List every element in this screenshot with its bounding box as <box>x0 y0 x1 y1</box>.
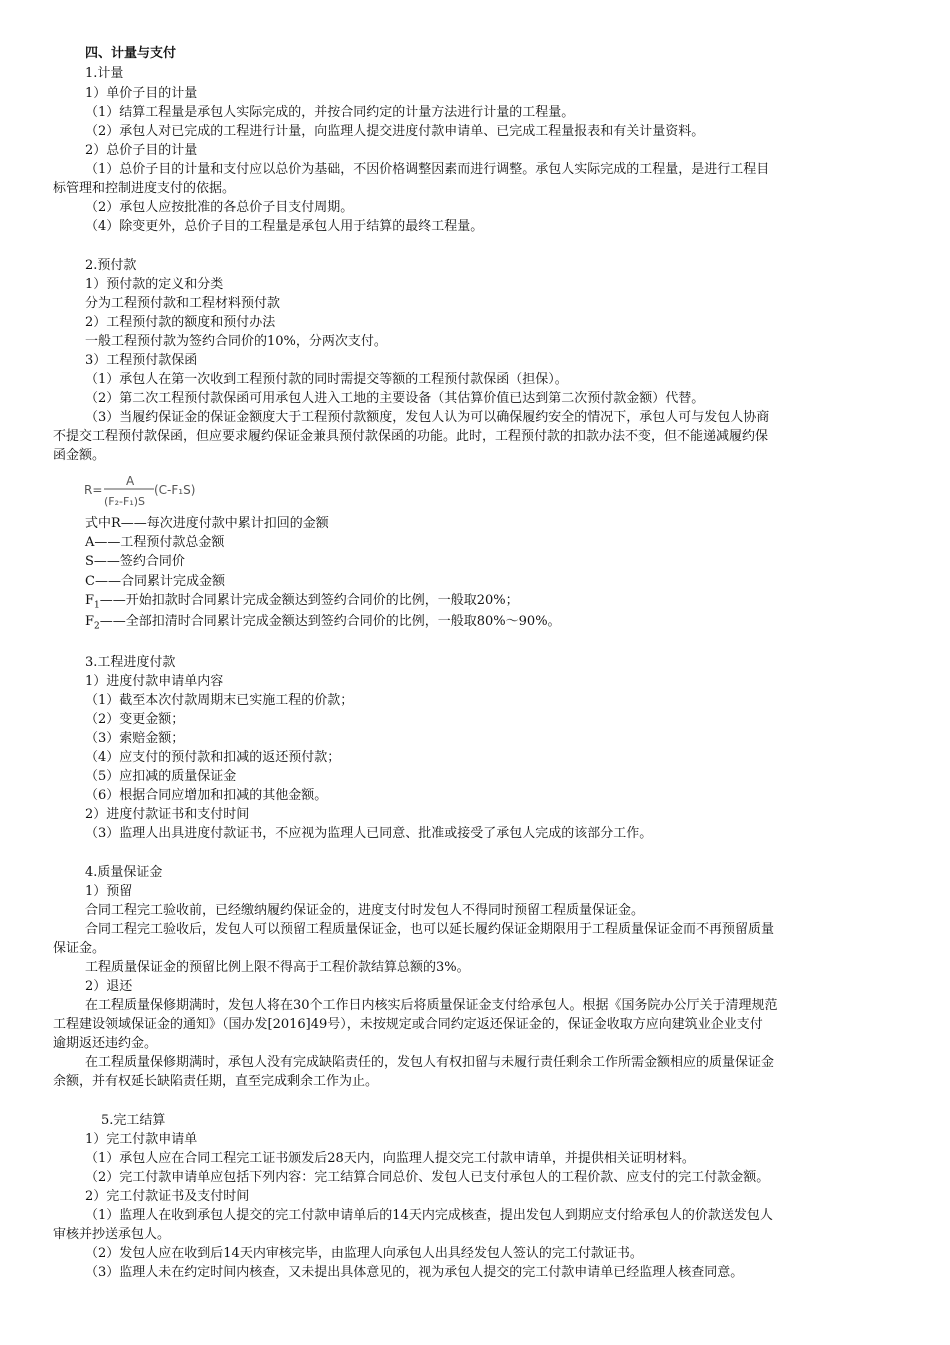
s1-sub1: 1）单价子目的计量 <box>85 86 198 101</box>
s4-p1: 合同工程完工验收前，已经缴纳履约保证金的，进度支付时发包人不得同时预留工程质量保证金。 <box>85 903 645 918</box>
s4-p2-line1: 合同工程完工验收后，发包人可以预留工程质量保证金，也可以延长履约保证金期限用于工程质量保证金而不再预留质量 <box>85 922 775 937</box>
s1-sub1-item: （2）承包人对已完成的工程进行计量，向监理人提交进度付款申请单、已完成工程量报表和有关计量资料。 <box>85 124 705 139</box>
def-r: 式中R——每次进度付款中累计扣回的金额 <box>85 516 329 531</box>
section-5-heading: 5.完工结算 <box>101 1113 166 1128</box>
s1-sub2-item2: （2）承包人应按批准的各总价子目支付周期。 <box>85 200 354 215</box>
def-a: A——工程预付款总金额 <box>85 535 225 550</box>
def-c: C——合同累计完成金额 <box>85 574 225 589</box>
s2-sub1: 1）预付款的定义和分类 <box>85 277 224 292</box>
s4-p5-line2: 余额，并有权延长缺陷责任期，直至完成剩余工作为止。 <box>53 1074 379 1089</box>
s4-sub2: 2）退还 <box>85 979 133 994</box>
s1-sub2-item1-line1: （1）总价子目的计量和支付应以总价为基础，不因价格调整因素而进行调整。承包人实际完成的工程量，是进行工程目 <box>85 162 770 177</box>
s4-p2-line2: 保证金。 <box>53 941 106 956</box>
s3-item: （6）根据合同应增加和扣减的其他金额。 <box>85 788 328 803</box>
s4-sub1: 1）预留 <box>85 884 133 899</box>
s5-sub1-item2: （2）完工付款申请单应包括下列内容：完工结算合同总价、发包人已支付承包人的工程价款、应支付的完工付款金额。 <box>85 1170 770 1185</box>
f1-text: ——开始扣款时合同累计完成金额达到签约合同价的比例，一般取20%； <box>99 593 519 608</box>
s4-p4-line3: 逾期返还违约金。 <box>53 1036 158 1051</box>
f2-subscript: 2 <box>94 621 100 632</box>
section-3-heading: 3.工程进度付款 <box>85 655 176 670</box>
section-1-heading: 1.计量 <box>85 66 124 81</box>
s1-sub1-item: （1）结算工程量是承包人实际完成的，并按合同约定的计量方法进行计量的工程量。 <box>85 105 575 120</box>
s2-sub3: 3）工程预付款保函 <box>85 353 198 368</box>
s5-sub2-item3: （3）监理人未在约定时间内核查，又未提出具体意见的，视为承包人提交的完工付款申请单已经监理人核查同意。 <box>85 1265 744 1280</box>
f1-subscript: 1 <box>94 600 100 611</box>
s2-sub3-item1: （1）承包人在第一次收到工程预付款的同时需提交等额的工程预付款保函（担保）。 <box>85 372 568 387</box>
s3-sub2: 2）进度付款证书和支付时间 <box>85 807 250 822</box>
s2-sub1-text: 分为工程预付款和工程材料预付款 <box>85 296 281 311</box>
formula-numerator: A <box>126 474 135 488</box>
formula-rhs: (C-F₁S) <box>154 483 196 497</box>
s3-sub1: 1）进度付款申请单内容 <box>85 674 224 689</box>
s2-sub3-item3-line3: 函金额。 <box>53 448 106 463</box>
s1-sub2-item4: （4）除变更外，总价子目的工程量是承包人用于结算的最终工程量。 <box>85 219 484 234</box>
f2-text: ——全部扣清时合同累计完成金额达到签约合同价的比例，一般取80%～90%。 <box>99 614 561 629</box>
section-2-heading: 2.预付款 <box>85 258 137 273</box>
s5-sub2: 2）完工付款证书及支付时间 <box>85 1189 250 1204</box>
s5-sub2-item1-line1: （1）监理人在收到承包人提交的完工付款申请单后的14天内完成核查，提出发包人到期应支付给承包人的价款送发包人 <box>85 1208 773 1223</box>
s5-sub2-item2: （2）发包人应在收到后14天内审核完毕，由监理人向承包人出具经发包人签认的完工付款证书。 <box>85 1246 643 1261</box>
s3-item: （3）索赔金额； <box>85 731 185 746</box>
s4-p3: 工程质量保证金的预留比例上限不得高于工程价款结算总额的3%。 <box>85 960 470 975</box>
s2-sub2: 2）工程预付款的额度和预付办法 <box>85 315 276 330</box>
s4-p5-line1: 在工程质量保修期满时，承包人没有完成缺陷责任的，发包人有权扣留与未履行责任剩余工作所需金额相应的质量保证金 <box>85 1055 775 1070</box>
s4-p4-line1: 在工程质量保修期满时，发包人将在30个工作日内核实后将质量保证金支付给承包人。根据《国务院办公厅关于清理规范 <box>85 998 778 1013</box>
formula-image <box>84 472 214 510</box>
s5-sub1: 1）完工付款申请单 <box>85 1132 198 1147</box>
formula-denominator: (F₂-F₁)S <box>104 495 146 508</box>
s3-item: （1）截至本次付款周期末已实施工程的价款； <box>85 693 354 708</box>
s1-sub2: 2）总价子目的计量 <box>85 143 198 158</box>
s2-sub3-item3-line1: （3）当履约保证金的保证金额度大于工程预付款额度，发包人认为可以确保履约安全的情况下，承包人可与发包人协商 <box>85 410 770 425</box>
page-title: 四、计量与支付 <box>85 46 177 61</box>
s3-sub2-item3: （3）监理人出具进度付款证书，不应视为监理人已同意、批准或接受了承包人完成的该部分工作。 <box>85 826 653 841</box>
s3-item: （2）变更金额； <box>85 712 185 727</box>
f1-symbol: F <box>85 593 95 608</box>
s3-item: （4）应支付的预付款和扣减的返还预付款； <box>85 750 341 765</box>
s2-sub3-item2: （2）第二次工程预付款保函可用承包人进入工地的主要设备（其估算价值已达到第二次预付款金额）代替。 <box>85 391 705 406</box>
s2-sub2-text: 一般工程预付款为签约合同价的10%，分两次支付。 <box>85 334 387 349</box>
s3-item: （5）应扣减的质量保证金 <box>85 769 237 784</box>
s4-p4-line2: 工程建设领域保证金的通知》（国办发[2016]49号），未按规定或合同约定返还保证金的，保证金收取方应向建筑业企业支付 <box>53 1017 763 1032</box>
s1-sub2-item1-line2: 标管理和控制进度支付的依据。 <box>53 181 236 196</box>
formula-lhs: R= <box>84 483 103 497</box>
section-4-heading: 4.质量保证金 <box>85 865 163 880</box>
def-s: S——签约合同价 <box>85 554 185 569</box>
s5-sub2-item1-line2: 审核并抄送承包人。 <box>53 1227 171 1242</box>
s5-sub1-item1: （1）承包人应在合同工程完工证书颁发后28天内，向监理人提交完工付款申请单，并提供相关证明材料。 <box>85 1151 695 1166</box>
def-f2 <box>85 612 561 637</box>
f2-symbol: F <box>85 614 95 629</box>
s2-sub3-item3-line2: 不提交工程预付款保函，但应要求履约保证金兼具预付款保函的功能。此时，工程预付款的扣款办法不变，但不能递减履约保 <box>53 429 769 444</box>
